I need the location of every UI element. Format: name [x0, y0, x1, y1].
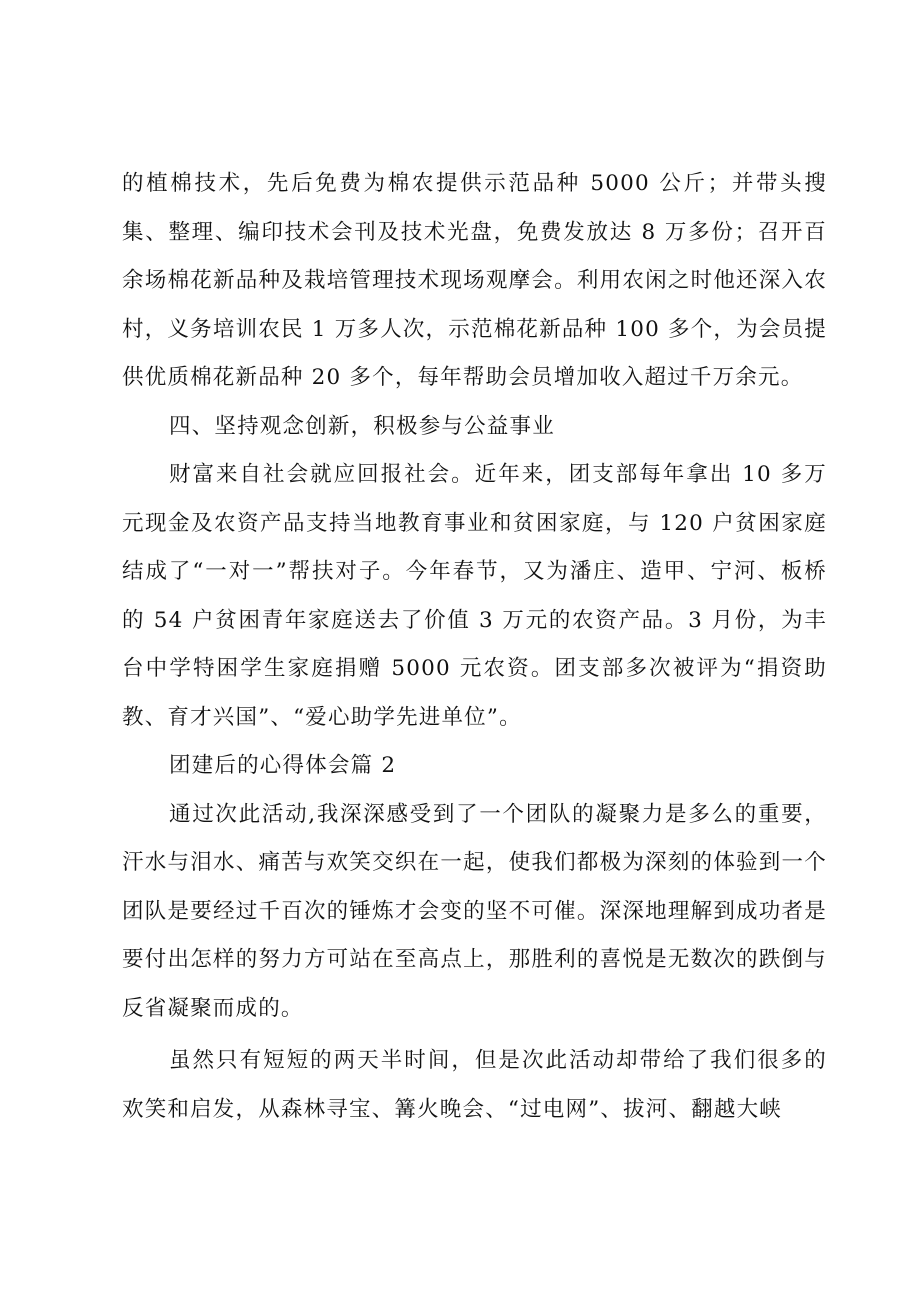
paragraph-activity-inspiration: 虽然只有短短的两天半时间，但是次此活动却带给了我们很多的欢笑和启发，从森林寻宝、篝火晚会、“过电网”、拔河、翻越大峡: [122, 1048, 827, 1122]
section-heading-public-welfare: 四、坚持观念创新，积极参与公益事业: [169, 413, 555, 439]
paragraph-team-cohesion: 通过次此活动,我深深感受到了一个团队的凝聚力是多么的重要，汗水与泪水、痛苦与欢笑交织在一起，使我们都极为深刻的体验到一个团队是要经过千百次的锤炼才会变的坚不可催。深深地理解到成功者是要付出怎样的努力方可站在至高点上，那胜利的喜悦是无数次的跌倒与反省凝聚而成的。: [122, 801, 827, 1021]
paragraph-social-return: 财富来自社会就应回报社会。近年来，团支部每年拿出 10 多万元现金及农资产品支持当地教育事业和贫困家庭，与 120 户贫困家庭结成了“一对一”帮扶对子。今年春节，又为潘庄、造甲、宁河、板桥的 54 户贫困青年家庭送去了价值 3 万元的农资产品。3 月份，为丰台中学特困学生家庭捐赠 5000 元农资。团支部多次被评为“捐资助教、育才兴国”、“爱心助学先进单位”。: [122, 462, 827, 730]
paragraph-cotton-technology: 的植棉技术，先后免费为棉农提供示范品种 5000 公斤；并带头搜集、整理、编印技术会刊及技术光盘，免费发放达 8 万多份；召开百余场棉花新品种及栽培管理技术现场观摩会。利用农闲之时他还深入农村，义务培训农民 1 万多人次，示范棉花新品种 100 多个，为会员提供优质棉花新品种 20 多个，每年帮助会员增加收入超过千万余元。: [122, 171, 827, 390]
document-body: [122, 160, 827, 1134]
article-title-part-2: 团建后的心得体会篇 2: [169, 753, 397, 778]
